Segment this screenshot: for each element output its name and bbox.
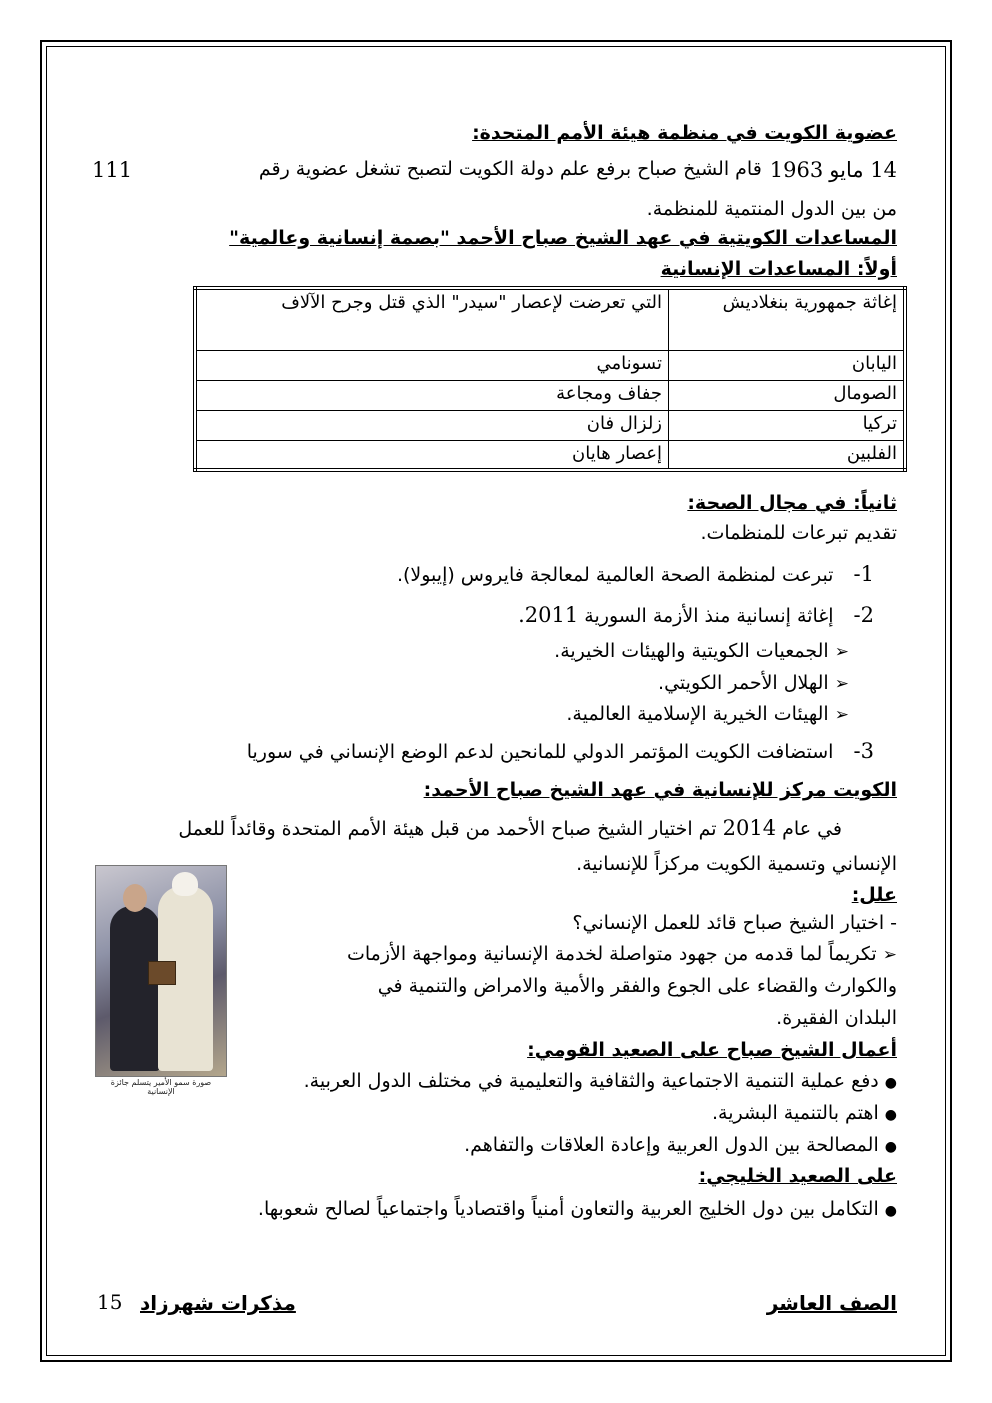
p1-rest: تم اختيار الشيخ صباح الأحمد من قبل هيئة الأمم المتحدة وقائداً للعمل — [178, 818, 717, 840]
heading-kuwaiti-aid: المساعدات الكويتية في عهد الشيخ صباح الأحمد "بصمة إنسانية وعالمية" — [229, 227, 897, 249]
item-text: المصالحة بين الدول العربية وإعادة العلاقات والتفاهم. — [464, 1134, 879, 1156]
heading-national-level: أعمال الشيخ صباح على الصعيد القومي: — [527, 1039, 897, 1061]
bullet-dot-icon: ● — [884, 1107, 897, 1123]
bullet-dot-icon: ● — [884, 1075, 897, 1091]
table-row — [195, 288, 905, 350]
un-membership-line2: من بين الدول المنتمية للمنظمة. — [646, 198, 897, 220]
year-1963: 1963 — [769, 158, 824, 182]
heading-gulf-level: على الصعيد الخليجي: — [698, 1165, 897, 1187]
health-subitem — [554, 640, 849, 662]
p1-start: في عام — [782, 818, 842, 840]
item-number: 1- — [853, 562, 874, 586]
table-cell-country: تركيا — [669, 410, 906, 440]
arrow-bullet-icon: ➢ — [834, 642, 849, 662]
item-text: التكامل بين دول الخليج العربية والتعاون أمنياً واقتصادياً واجتماعياً لصالح شعوبها. — [257, 1198, 879, 1220]
national-item — [464, 1134, 897, 1156]
item-number: 3- — [853, 739, 874, 763]
humanitarian-center-line1 — [92, 816, 897, 840]
health-item-1 — [397, 562, 874, 586]
un-membership-line1 — [92, 158, 897, 182]
item-year: 2011. — [518, 603, 579, 627]
heading-reason: علل: — [851, 884, 897, 906]
member-number: 111 — [92, 158, 133, 182]
table-row — [195, 380, 905, 410]
table-cell-reason: جفاف ومجاعة — [195, 380, 669, 410]
gulf-item — [258, 1198, 897, 1220]
day: 14 مايو — [829, 158, 897, 182]
answer-text: تكريماً لما قدمه من جهود متواصلة لخدمة الإنسانية ومواجهة الأزمات — [346, 943, 877, 965]
subitem-text: الهلال الأحمر الكويتي. — [658, 672, 829, 694]
item-text: اهتم بالتنمية البشرية. — [711, 1102, 879, 1124]
table-cell-reason: إعصار هايان — [195, 440, 669, 470]
reason-answer-line1 — [252, 943, 897, 965]
item-text: دفع عملية التنمية الاجتماعية والثقافية والتعليمية في مختلف الدول العربية. — [303, 1070, 879, 1092]
health-subitem — [658, 672, 849, 694]
subitem-text: الهيئات الخيرية الإسلامية العالمية. — [566, 703, 829, 725]
footer-title: مذكرات شهرزاد — [140, 1291, 296, 1315]
health-intro: تقديم تبرعات للمنظمات. — [700, 522, 897, 544]
reason-answer-line2: والكوارث والقضاء على الجوع والفقر والأمية والامراض والتنمية في — [377, 975, 897, 997]
bullet-dot-icon: ● — [884, 1139, 897, 1155]
heading-humanitarian-aid: أولاً: المساعدات الإنسانية — [660, 258, 897, 280]
arrow-bullet-icon: ➢ — [834, 705, 849, 725]
national-item — [304, 1070, 897, 1092]
table-cell-country: الفلبين — [669, 440, 906, 470]
heading-health: ثانياً: في مجال الصحة: — [687, 492, 897, 514]
arrow-bullet-icon: ➢ — [882, 945, 897, 965]
heading-un-membership: عضوية الكويت في منظمة هيئة الأمم المتحدة: — [472, 122, 897, 144]
emir-award-photo — [95, 865, 227, 1077]
photo-figure-head — [172, 872, 198, 896]
table-cell-country: إغاثة جمهورية بنغلاديش — [669, 288, 906, 350]
photo-caption: صورة سمو الأمير يتسلم جائزة الإنسانية — [110, 1078, 212, 1096]
table-cell-reason: التي تعرضت لإعصار "سيدر" الذي قتل وجرح الآلاف — [195, 288, 669, 350]
item-number: 2- — [853, 603, 874, 627]
award-plaque — [148, 961, 176, 985]
year-2014: 2014 — [722, 816, 777, 840]
health-item-3 — [247, 739, 874, 763]
reason-answer-line3: البلدان الفقيرة. — [776, 1007, 897, 1029]
table-row — [195, 410, 905, 440]
health-subitem — [566, 703, 849, 725]
bullet-dot-icon: ● — [884, 1203, 897, 1219]
photo-figure — [110, 906, 160, 1071]
table-cell-reason: تسونامي — [195, 350, 669, 380]
heading-humanitarian-center: الكويت مركز للإنسانية في عهد الشيخ صباح الأحمد: — [423, 779, 897, 801]
table-row — [195, 440, 905, 470]
photo-figure-head — [123, 884, 147, 912]
health-item-2 — [518, 603, 874, 627]
reason-question: - اختيار الشيخ صباح قائد للعمل الإنساني؟ — [572, 912, 897, 934]
subitem-text: الجمعيات الكويتية والهيئات الخيرية. — [554, 640, 829, 662]
arrow-bullet-icon: ➢ — [834, 674, 849, 694]
table-cell-reason: زلزال فان — [195, 410, 669, 440]
humanitarian-aid-table — [193, 286, 907, 472]
item-text: تبرعت لمنظمة الصحة العالمية لمعالجة فايروس (إيبولا). — [396, 564, 834, 586]
table-row — [195, 350, 905, 380]
un-membership-text: قام الشيخ صباح برفع علم دولة الكويت لتصبح تشغل عضوية رقم — [258, 158, 762, 180]
table-cell-country: اليابان — [669, 350, 906, 380]
item-text: إغاثة إنسانية منذ الأزمة السورية — [584, 605, 834, 627]
humanitarian-center-line2: الإنساني وتسمية الكويت مركزاً للإنسانية. — [576, 853, 897, 875]
table-cell-country: الصومال — [669, 380, 906, 410]
page-number: 15 — [97, 1290, 123, 1314]
footer-grade: الصف العاشر — [766, 1291, 897, 1315]
item-text: استضافت الكويت المؤتمر الدولي للمانحين لدعم الوضع الإنساني في سوريا — [246, 741, 834, 763]
national-item — [712, 1102, 897, 1124]
